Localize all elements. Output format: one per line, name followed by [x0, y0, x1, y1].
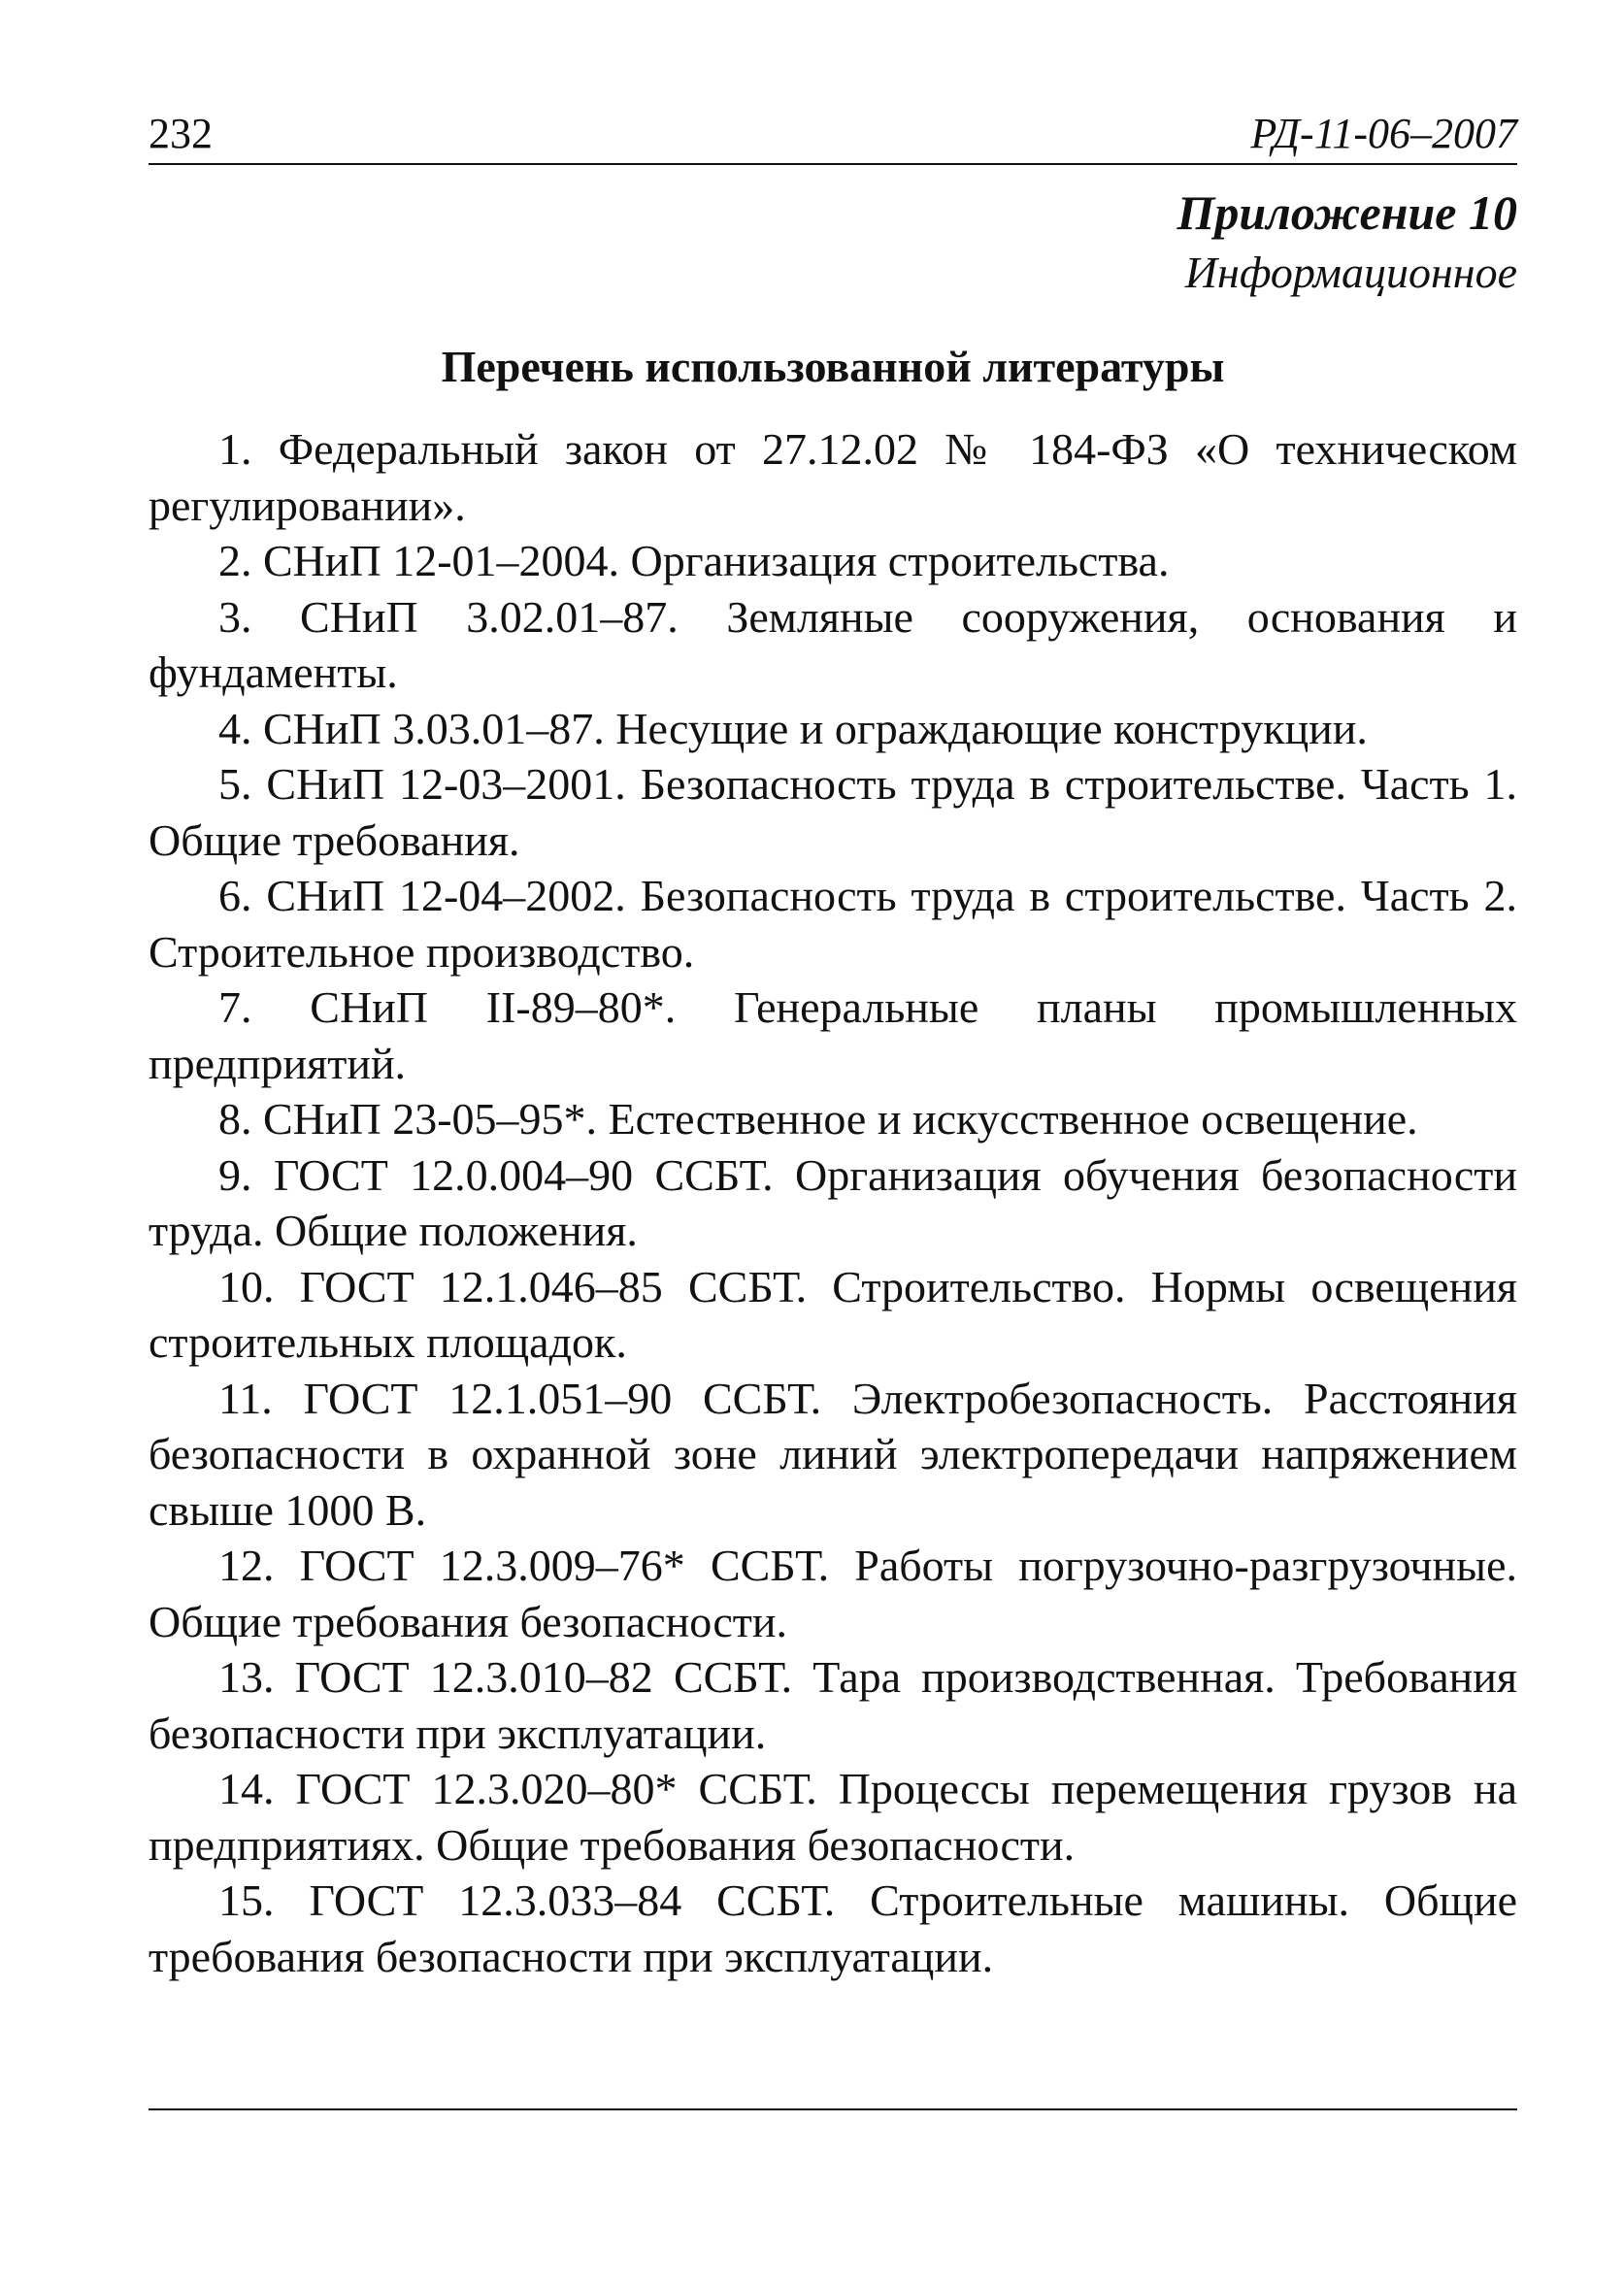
reference-item: 8. СНиП 23-05–95*. Естественное и искусственное освещение.	[218, 1094, 1418, 1144]
footer-divider	[149, 2108, 1517, 2110]
reference-item: 2. СНиП 12-01–2004. Организация строительства.	[218, 536, 1170, 585]
appendix-title: Приложение 10	[1177, 185, 1517, 240]
appendix-block	[1177, 182, 1517, 303]
reference-item: 3. СНиП 3.02.01–87. Земляные сооружения, основания и фундаменты.	[149, 591, 1517, 697]
reference-item: 11. ГОСТ 12.1.051–90 ССБТ. Электробезопасность. Расстояния безопасности в охранной зоне линий электропередачи напряжением свыше 1000 В.	[149, 1373, 1517, 1535]
reference-item: 10. ГОСТ 12.1.046–85 ССБТ. Строительство. Нормы освещения строительных площадок.	[149, 1261, 1517, 1367]
section-title: Перечень использованной литературы	[441, 342, 1225, 391]
appendix-kind: Информационное	[1184, 248, 1517, 297]
reference-item: 5. СНиП 12-03–2001. Безопасность труда в строительстве. Часть 1. Общие требования.	[149, 759, 1517, 865]
page-number: 232	[149, 110, 213, 157]
reference-item: 7. СНиП II-89–80*. Генеральные планы промышленных предприятий.	[149, 982, 1517, 1088]
references-list	[149, 421, 1517, 1984]
reference-item: 12. ГОСТ 12.3.009–76* ССБТ. Работы погрузочно-разгрузочные. Общие требования безопасности.	[149, 1541, 1517, 1646]
document-code: РД-11-06–2007	[1250, 110, 1517, 157]
page-header	[149, 109, 1517, 165]
reference-item: 6. СНиП 12-04–2002. Безопасность труда в строительстве. Часть 2. Строительное производство.	[149, 871, 1517, 977]
reference-item: 9. ГОСТ 12.0.004–90 ССБТ. Организация обучения безопасности труда. Общие положения.	[149, 1149, 1517, 1255]
reference-item: 1. Федеральный закон от 27.12.02 № 184-ФЗ «О техническом регулировании».	[149, 424, 1517, 530]
reference-item: 15. ГОСТ 12.3.033–84 ССБТ. Строительные машины. Общие требования безопасности при эксплуатации.	[149, 1875, 1517, 1981]
reference-item: 4. СНиП 3.03.01–87. Несущие и ограждающие конструкции.	[218, 703, 1368, 753]
reference-item: 13. ГОСТ 12.3.010–82 ССБТ. Тара производственная. Требования безопасности при эксплуатации.	[149, 1652, 1517, 1758]
reference-item: 14. ГОСТ 12.3.020–80* ССБТ. Процессы перемещения грузов на предприятиях. Общие требования безопасности.	[149, 1764, 1517, 1870]
